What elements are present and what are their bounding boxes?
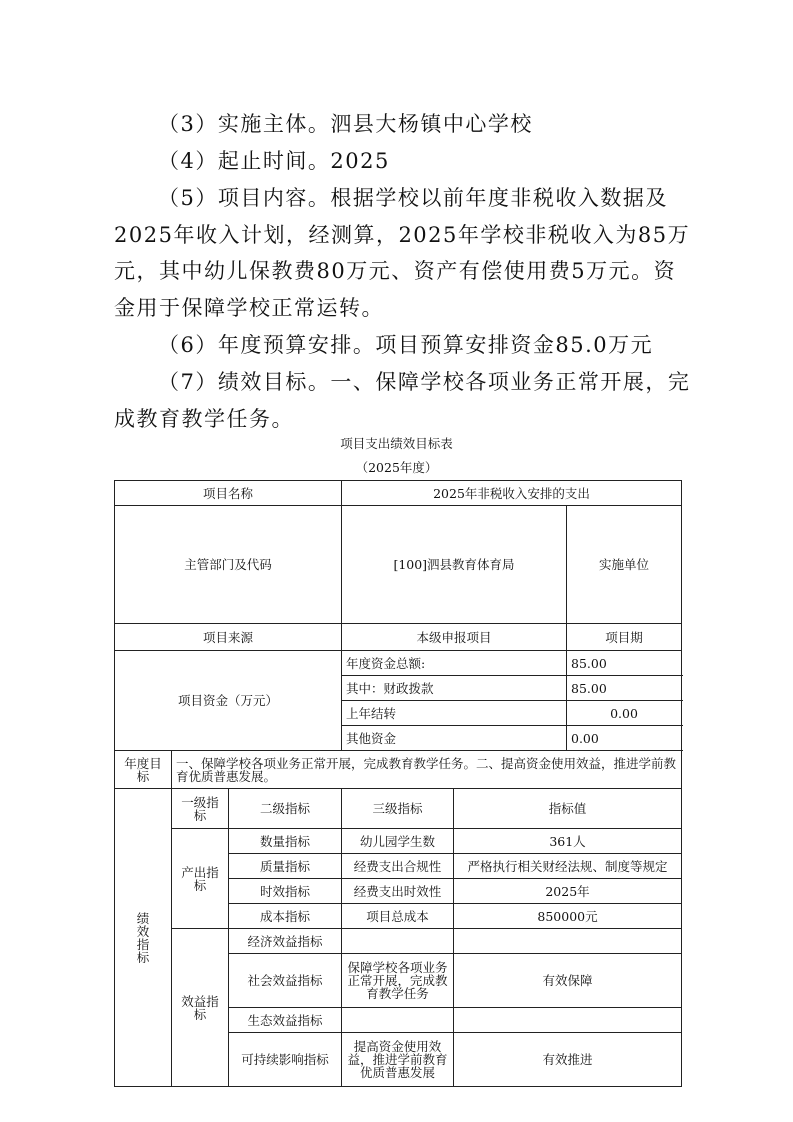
label-annual-goal: 年度目标 bbox=[115, 751, 172, 789]
label-annual-total: 年度资金总额: bbox=[342, 651, 567, 676]
value-other: 0.00 bbox=[567, 726, 682, 751]
label-value: 指标值 bbox=[454, 789, 682, 829]
ind-r8-v: 有效推进 bbox=[454, 1033, 682, 1087]
label-project-name: 项目名称 bbox=[115, 481, 342, 506]
ind-r6-l3: 保障学校各项业务正常开展，完成教育教学任务 bbox=[342, 954, 454, 1008]
ind-r3-l2: 时效指标 bbox=[229, 879, 342, 904]
label-impl-unit: 实施单位 bbox=[567, 506, 682, 624]
ind-r2-l2: 质量指标 bbox=[229, 854, 342, 879]
ind-r1-l3: 幼儿园学生数 bbox=[342, 829, 454, 854]
ind-r6-l2: 社会效益指标 bbox=[229, 954, 342, 1008]
label-funds: 项目资金（万元） bbox=[115, 651, 342, 751]
label-period: 项目期 bbox=[567, 624, 682, 651]
ind-r5-v bbox=[454, 929, 682, 954]
ind-r7-l3 bbox=[342, 1008, 454, 1033]
label-dept: 主管部门及代码 bbox=[115, 506, 342, 624]
label-source: 项目来源 bbox=[115, 624, 342, 651]
ind-r3-l3: 经费支出时效性 bbox=[342, 879, 454, 904]
label-output: 产出指标 bbox=[172, 829, 229, 929]
para-implementer: （3）实施主体。泗县大杨镇中心学校 bbox=[158, 112, 533, 136]
ind-r7-v bbox=[454, 1008, 682, 1033]
ind-r2-v: 严格执行相关财经法规、制度等规定 bbox=[454, 854, 682, 879]
para-period: （4）起止时间。2025 bbox=[158, 149, 390, 173]
perf-label-text: 绩效指标 bbox=[136, 910, 150, 965]
ind-r7-l2: 生态效益指标 bbox=[229, 1008, 342, 1033]
ind-r1-l2: 数量指标 bbox=[229, 829, 342, 854]
ind-r5-l3 bbox=[342, 929, 454, 954]
value-annual-goal: 一、保障学校各项业务正常开展，完成教育教学任务。二、提高资金使用效益，推进学前教育优质普惠发展。 bbox=[172, 751, 682, 789]
ind-r5-l2: 经济效益指标 bbox=[229, 929, 342, 954]
value-dept: [100]泗县教育体育局 bbox=[342, 506, 567, 624]
performance-table bbox=[114, 480, 682, 1087]
value-carryover: 0.00 bbox=[567, 701, 682, 726]
table-title: 项目支出绩效目标表 bbox=[340, 436, 453, 451]
ind-r4-l2: 成本指标 bbox=[229, 904, 342, 929]
value-source: 本级申报项目 bbox=[342, 624, 567, 651]
ind-r1-v: 361人 bbox=[454, 829, 682, 854]
para-content: （5）项目内容。根据学校以前年度非税收入数据及2025年收入计划，经测算，2025年学校非税收入为85万元，其中幼儿保教费80万元、资产有偿使用费5万元。资金用于保障学校正常运转。 bbox=[114, 186, 691, 320]
label-carryover: 上年结转 bbox=[342, 701, 567, 726]
label-lvl2: 二级指标 bbox=[229, 789, 342, 829]
para-budget: （6）年度预算安排。项目预算安排资金85.0万元 bbox=[158, 333, 654, 357]
value-annual-total: 85.00 bbox=[567, 651, 682, 676]
ind-r8-l3: 提高资金使用效益，推进学前教育优质普惠发展 bbox=[342, 1033, 454, 1087]
label-fiscal: 其中：财政拨款 bbox=[342, 676, 567, 701]
label-perf bbox=[115, 789, 172, 1087]
value-project-name: 2025年非税收入安排的支出 bbox=[342, 481, 682, 506]
para-goal: （7）绩效目标。一、保障学校各项业务正常开展，完成教育教学任务。 bbox=[114, 370, 691, 431]
label-other: 其他资金 bbox=[342, 726, 567, 751]
value-fiscal: 85.00 bbox=[567, 676, 682, 701]
ind-r2-l3: 经费支出合规性 bbox=[342, 854, 454, 879]
table-year: （2025年度） bbox=[355, 460, 438, 475]
label-benefit: 效益指标 bbox=[172, 929, 229, 1087]
ind-r8-l2: 可持续影响指标 bbox=[229, 1033, 342, 1087]
ind-r3-v: 2025年 bbox=[454, 879, 682, 904]
ind-r4-v: 850000元 bbox=[454, 904, 682, 929]
label-lvl3: 三级指标 bbox=[342, 789, 454, 829]
label-lvl1: 一级指标 bbox=[172, 789, 229, 829]
ind-r6-v: 有效保障 bbox=[454, 954, 682, 1008]
ind-r4-l3: 项目总成本 bbox=[342, 904, 454, 929]
